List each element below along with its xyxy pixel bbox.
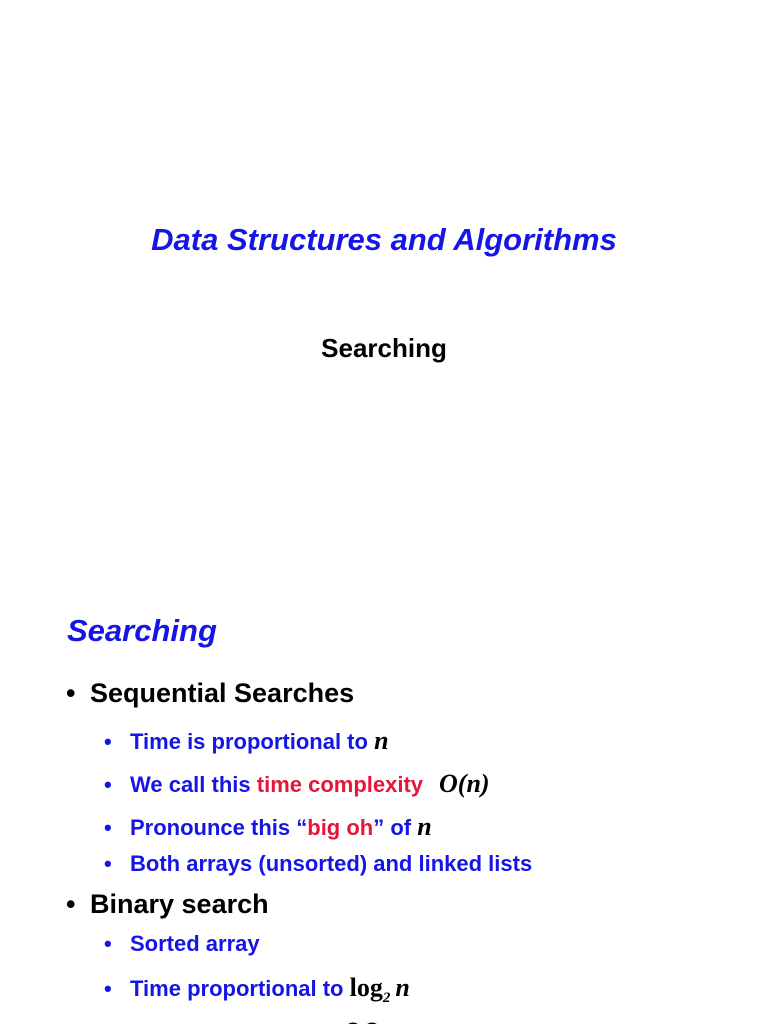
subitem-text: We call this [130, 772, 257, 797]
subitem-text: Pronounce this “ [130, 815, 308, 840]
highlight-time-complexity: time complexity [256, 772, 424, 797]
slide-title: Data Structures and Algorithms [151, 222, 617, 257]
highlight-big-oh: big oh [307, 815, 374, 840]
subitem-text: Sorted array [130, 931, 260, 956]
subitem-time-proportional [104, 726, 389, 756]
subitem-arrays-lists [104, 851, 532, 877]
math-log: log [349, 973, 383, 1002]
subitem-text: Time proportional to [130, 976, 350, 1001]
bullet-dot-icon: • [104, 976, 112, 1001]
bullet-sequential-searches [66, 678, 354, 709]
section-heading: Searching [67, 613, 217, 648]
bullet-dot-icon: • [66, 889, 76, 919]
bullet-label: Binary search [90, 889, 269, 919]
bullet-dot-icon: • [104, 931, 112, 956]
subitem-text: Time is proportional to [130, 729, 375, 754]
math-o-of-n: O(n) [439, 769, 490, 798]
bullet-binary-search [66, 889, 269, 920]
subitem-text: Both arrays (unsorted) and linked lists [130, 851, 533, 876]
bullet-label: Sequential Searches [90, 678, 355, 708]
math-n: n [395, 973, 410, 1002]
bullet-dot-icon: • [104, 815, 112, 840]
subitem-text-after: ” of [373, 815, 418, 840]
subitem-log-time [104, 973, 410, 1007]
subitem-time-complexity [104, 769, 490, 799]
math-n: n [374, 726, 389, 755]
subitem-pronounce [104, 812, 432, 842]
cut-off-content [340, 1016, 430, 1024]
subitem-sorted-array [104, 931, 260, 957]
math-n: n [417, 812, 432, 841]
bullet-dot-icon: • [66, 678, 76, 708]
slide-subtitle: Searching [321, 333, 447, 363]
bullet-dot-icon: • [104, 851, 112, 876]
bullet-dot-icon: • [104, 772, 112, 797]
bullet-dot-icon: • [104, 729, 112, 754]
math-log-base: 2 [382, 990, 391, 1007]
